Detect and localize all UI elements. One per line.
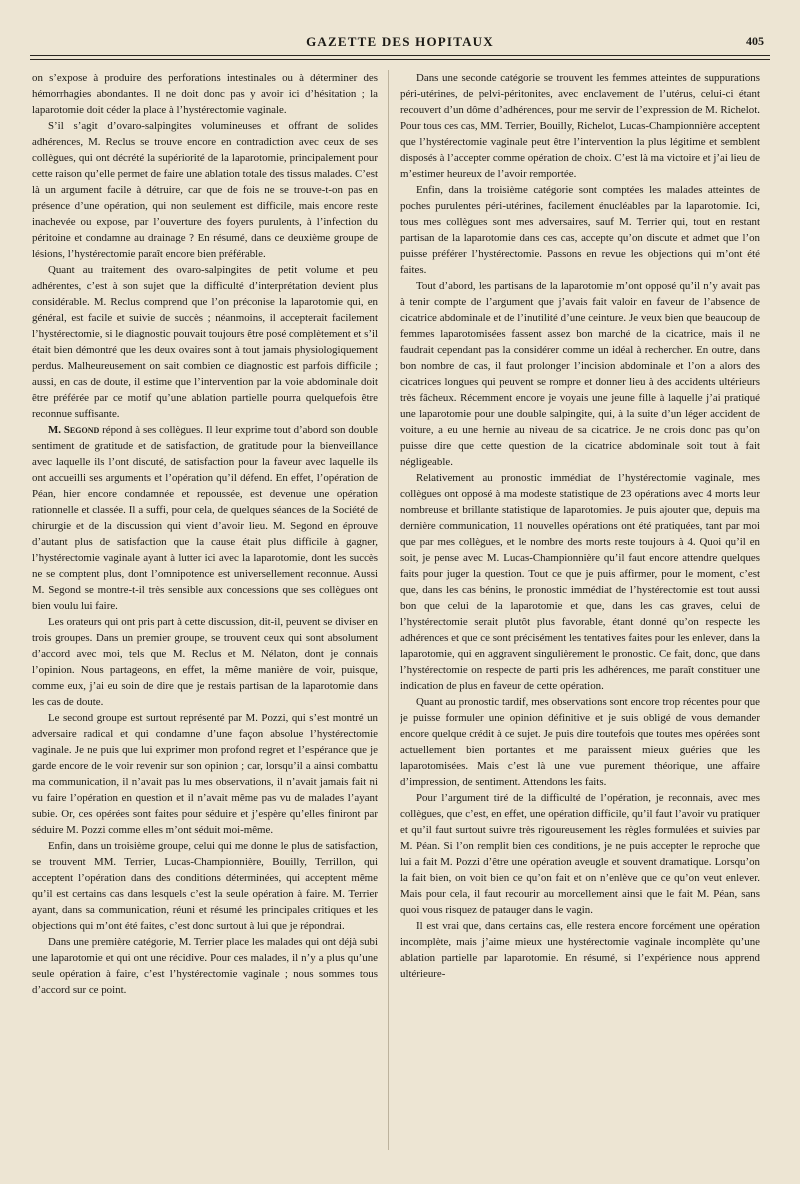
running-header bbox=[30, 34, 770, 52]
paragraph: Les orateurs qui ont pris part à cette discussion, dit-il, peuvent se diviser en trois groupes. Dans un premier groupe, se trouvent ceux qui sont absolument d’accord avec moi, tels que M. Reclus et M. Nélaton, dont je connais l’opinion. Nous partageons, en effet, la même manière de voir, puisque, comme eux, j’ai eu soin de dire que je restais partisan de la laparotomie dans les cas de doute. bbox=[32, 616, 378, 708]
paragraph: Tout d’abord, les partisans de la laparotomie m’ont opposé qu’il n’y avait pas à tenir compte de l’argument que j’avais fait valoir en faveur de l’absence de cicatrice abdominale et de l’inutilité d’une ceinture. Je veux bien que beaucoup de femmes laparotomisées fassent assez bon marché de la cicatrice, mais il ne faudrait cependant pas la considérer comme un idéal à rechercher. En outre, dans bon nombre de cas, il faut prolonger l’incision abdominale et l’on a alors des cicatrices longues qui peuvent se rompre et donner lieu à des accidents ultérieurs très fâcheux. Récemment encore je voyais une jeune fille à laquelle j’ai pratiqué une laparotomie pour une double salpingite, qui, à la suite d’un léger accident de voiture, a eu une hernie au niveau de sa cicatrice. Je ne crois donc pas qu’on puisse dire que cette question de la cicatrice abdominale soit tout à fait négligeable. bbox=[400, 280, 760, 468]
right-column bbox=[400, 70, 760, 1160]
header-rule-top bbox=[30, 55, 770, 56]
paragraph: Relativement au pronostic immédiat de l’hystérectomie vaginale, mes collègues ont opposé à ma modeste statistique de 23 opérations avec 4 morts leur nombreuse et brillante statistique de laparotomies. Je puis ajouter que, depuis ma dernière communication, 11 nouvelles opérations ont été pratiquées, tant par moi que par mes collègues, et le nombre des morts reste toujours à 4. Quoi qu’il en soit, je pense avec M. Lucas-Championnière qu’il faut encore attendre quelques faits pour juger la question. Tout ce que je puis affirmer, pour le moment, c’est que, dans les cas bénins, le pronostic immédiat de l’hystérectomie est tout aussi bon que celui de la laparotomie et que, dans les cas graves, celui de l’hystérectomie serait plutôt plus favorable, étant donné qu’on respecte les adhérences et que ce sont précisément les tentatives faites pour les enlever, dans la laparotomie, qui en aggravent singulièrement le pronostic. Ce fait, donc, que dans l’hystérectomie on respecte de parti pris les adhérences, me paraît constituer une indication de plus en faveur de cette opération. bbox=[400, 472, 760, 692]
paragraph: Pour l’argument tiré de la difficulté de l’opération, je reconnais, avec mes collègues, que c’est, en effet, une opération difficile, qu’il faut l’avoir vu pratiquer et qu’il faut surtout suivre très rigoureusement les règles formulées et suivies par M. Péan. Si l’on remplit bien ces conditions, je ne puis accepter le reproche que lui a fait M. Pozzi d’être une opération aveugle et souvent dramatique. Lorsqu’on la fait bien, on voit bien ce qu’on fait et on n’enlève que ce qu’on veut enlever. Mais pour cela, il faut recourir au morcellement ainsi que le fait M. Péan, sans quoi vous risquez de patauger dans le vagin. bbox=[400, 792, 760, 916]
paragraph: Dans une seconde catégorie se trouvent les femmes atteintes de suppurations péri-utérines, de pelvi-péritonites, avec enclavement de l’utérus, celui-ci étant recouvert d’un dôme d’adhérences, pour me servir de l’expression de M. Richelot. Pour tous ces cas, MM. Terrier, Bouilly, Richelot, Lucas-Championnière acceptent que l’hystérectomie vaginale peut être l’intervention la plus légitime et semblent disposés à l’accepter comme opération de choix. C’est là ma victoire et j’ai lieu de m’estimer heureux de l’avoir remportée. bbox=[400, 72, 760, 180]
journal-title: GAZETTE DES HOPITAUX bbox=[306, 34, 494, 49]
paragraph-text: répond à ses collègues. Il leur exprime tout d’abord son double sentiment de gratitude et de satisfaction, de gratitude pour la bienveillance avec laquelle ils l’ont discuté, de satisfaction pour la faveur avec laquelle ils ont accueilli ses arguments et l’opération qu’il défend. En effet, l’opération de Péan, hier encore condamnée et repoussée, est devenue une opération rationnelle et classée. Il a suffi, pour cela, de quelques séances de la Société de chirurgie et de la discussion qui vient d’avoir lieu. M. Segond en éprouve d’autant plus de satisfaction que la cause était plus difficile à gagner, l’hystérectomie vaginale ayant à lutter ici avec la laparotomie, dont les succès ne se comptent plus, dont l’omnipotence est universellement reconnue. Aussi M. Segond se montre-t-il très sensible aux concessions que ses collègues ont bien voulu lui faire. bbox=[32, 424, 378, 612]
speaker-name: M. Segond bbox=[48, 424, 100, 436]
paragraph: Le second groupe est surtout représenté par M. Pozzi, qui s’est montré un adversaire radical et qui condamne d’une façon absolue l’hystérectomie vaginale. Je ne puis que lui exprimer mon profond regret et l’espérance que je garde encore de le voir revenir sur son opinion ; car, lorsqu’il a ainsi combattu ma communication, il n’avait pas lu mes observations, il n’avait jamais fait ni vu faire l’opération en question et il n’avait même pas vu de malades l’ayant subie. Or, ces opérées sont faites pour séduire et j’espère qu’elles finiront par séduire M. Pozzi comme elles m’ont séduit moi-même. bbox=[32, 712, 378, 836]
paragraph: Il est vrai que, dans certains cas, elle restera encore forcément une opération incomplète, mais j’aime mieux une hystérectomie vaginale incomplète qu’une ablation partielle par laparotomie. En résumé, si l’expérience nous apprend ultérieure- bbox=[400, 920, 760, 980]
column-divider bbox=[388, 70, 389, 1150]
paragraph bbox=[32, 422, 378, 614]
paragraph: Enfin, dans un troisième groupe, celui qui me donne le plus de satisfaction, se trouvent MM. Terrier, Lucas-Championnière, Bouilly, Terrillon, qui acceptent l’opération dans des conditions déterminées, qui acceptent même qu’il est certains cas dans lesquels c’est la seule opération à faire. M. Terrier ayant, dans sa communication, réuni et résumé les principales critiques et les objections qui m’ont été faites, c’est donc surtout à lui que je répondrai. bbox=[32, 840, 378, 932]
paragraph: S’il s’agit d’ovaro-salpingites volumineuses et offrant de solides adhérences, M. Reclus se trouve encore en contradiction avec ceux de ses collègues, qui ont décrété la supériorité de la laparotomie, principalement pour cette raison qu’elle permet de faire une ablation totale des tissus malades. C’est là un argument facile à détruire, car que de fois ne se trouve-t-on pas en présence d’une opération, qui non seulement est difficile, mais encore reste inachevée ou expose, par l’ouverture des foyers purulents, à l’infection du péritoine et condamne au drainage ? En résumé, dans ce deuxième groupe de lésions, l’hystérectomie paraît encore bien préférable. bbox=[32, 120, 378, 260]
paragraph: on s’expose à produire des perforations intestinales ou à déterminer des hémorrhagies abondantes. Il ne doit donc pas y avoir ici d’hésitation ; la laparotomie doit céder la place à l’hystérectomie vaginale. bbox=[32, 72, 378, 116]
left-column bbox=[32, 70, 378, 1160]
paragraph: Dans une première catégorie, M. Terrier place les malades qui ont déjà subi une laparotomie et qui ont une récidive. Pour ces malades, il n’y a plus qu’une seule opération à faire, c’est l’hystérectomie vaginale ; nous sommes tous d’accord sur ce point. bbox=[32, 936, 378, 996]
page-number: 405 bbox=[746, 34, 764, 48]
header-rule-bottom bbox=[30, 59, 770, 60]
paragraph: Enfin, dans la troisième catégorie sont comptées les malades atteintes de poches purulentes péri-utérines, facilement énucléables par la laparotomie. Ici, tous mes collègues sont mes adversaires, sauf M. Terrier qui, tout en restant partisan de la laparotomie dans ces cas, accepte qu’on discute et admet que l’on puisse préférer l’hystérectomie. Passons en revue les objections qui m’ont été faites. bbox=[400, 184, 760, 276]
paragraph: Quant au pronostic tardif, mes observations sont encore trop récentes pour que je puisse formuler une opinion définitive et je suis obligé de vous demander encore quelque crédit à ce sujet. Je puis dire toutefois que toutes mes opérées sont actuellement bien portantes et me paraissent mieux guéries que les laparotomisées. Mais c’est là une vue purement théorique, une affaire d’impression, de sentiment. Attendons les faits. bbox=[400, 696, 760, 788]
paragraph: Quant au traitement des ovaro-salpingites de petit volume et peu adhérentes, c’est à son sujet que la difficulté d’interprétation devient plus considérable. M. Reclus comprend que l’on préconise la laparotomie qui, en général, est facile et suivie de succès ; néanmoins, il accepterait facilement l’hystérectomie, si le diagnostic pouvait toujours être posé complètement et s’il était bien démontré que les deux ovaires sont à tout jamais physiologiquement perdus. Malheureusement on sait combien ce diagnostic est parfois difficile ; aussi, en cas de doute, il estime que l’intervention par la voie abdominale doit être préférée par ce motif qu’une ablation partielle pourra quelquefois être reconnue suffisante. bbox=[32, 264, 378, 420]
